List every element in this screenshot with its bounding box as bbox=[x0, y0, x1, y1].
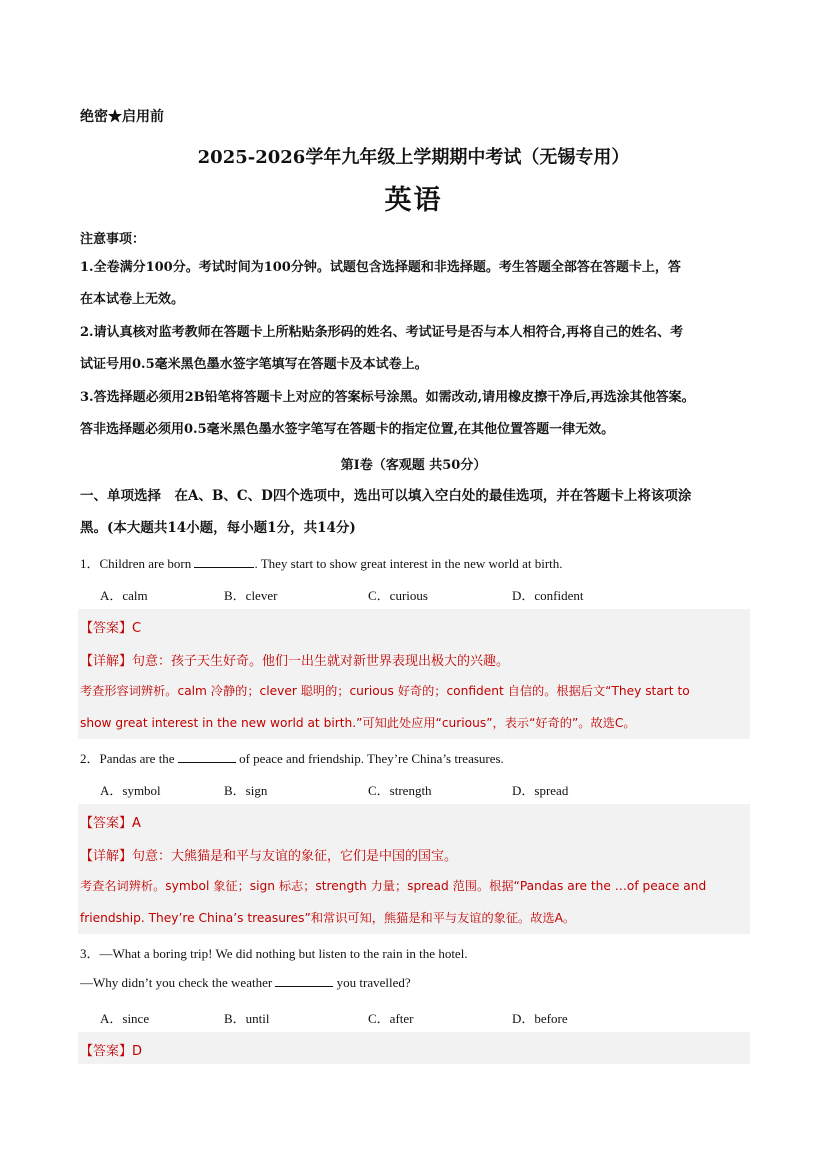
section-title: 第I卷（客观题 共50分） bbox=[340, 458, 487, 473]
answer-box-q2 bbox=[78, 804, 750, 934]
confidential-label: 绝密★启用前 bbox=[80, 109, 164, 125]
option-a: A．since bbox=[100, 1011, 150, 1026]
answer-blank bbox=[178, 761, 236, 763]
question-stem-end: . They start to show great interest in the new world at birth. bbox=[254, 556, 563, 571]
option-b: B．sign bbox=[224, 783, 268, 798]
question-1 bbox=[80, 553, 752, 572]
note-line: 1.全卷满分100分。考试时间为100分钟。试题包含选择题和非选择题。考生答题全部答在答题卡上，答 bbox=[80, 260, 681, 275]
note-item-3 bbox=[80, 382, 752, 446]
exam-title: 2025-2026学年九年级上学期期中考试（无锡专用） bbox=[197, 147, 630, 168]
note-item-1 bbox=[80, 252, 752, 316]
answer-box-q3 bbox=[78, 1032, 750, 1064]
note-line: 在本试卷上无效。 bbox=[80, 292, 185, 307]
answer-label: 【答案】D bbox=[80, 1044, 143, 1059]
question-stem-start: —Why didn’t you check the weather bbox=[80, 975, 276, 990]
answer-label: 【答案】C bbox=[80, 621, 142, 636]
question-stem-start: 1．Children are born bbox=[80, 556, 195, 571]
part-line: 黑。(本大题共14小题，每小题1分，共14分) bbox=[80, 520, 356, 536]
option-d: D．before bbox=[512, 1011, 568, 1026]
question-3-line-2 bbox=[80, 975, 752, 991]
question-stem-end: of peace and friendship. They’re China’s treasures. bbox=[235, 751, 504, 766]
notes-heading: 注意事项： bbox=[80, 232, 146, 247]
question-2 bbox=[80, 748, 752, 767]
detail-text: 【详解】句意：孩子天生好奇。他们一出生就对新世界表现出极大的兴趣。 bbox=[80, 654, 510, 669]
answer-blank bbox=[275, 985, 333, 987]
note-item-2 bbox=[80, 317, 752, 381]
question-stem-end: you travelled? bbox=[333, 975, 411, 990]
note-line: 答非选择题必须用0.5毫米黑色墨水签字笔写在答题卡的指定位置,在其他位置答题一律无效。 bbox=[80, 422, 615, 437]
note-line: 3.答选择题必须用2B铅笔将答题卡上对应的答案标号涂黑。如需改动,请用橡皮擦干净后,再选涂其他答案。 bbox=[80, 390, 695, 405]
option-d: D．spread bbox=[512, 783, 569, 798]
option-b: B．clever bbox=[224, 588, 278, 603]
question-3-line-1: 3．—What a boring trip! We did nothing but listen to the rain in the hotel. bbox=[80, 946, 468, 961]
explanation-line: show great interest in the new world at birth.”可知此处应用“curious”，表示“好奇的”。故选C。 bbox=[80, 716, 636, 730]
answer-blank bbox=[194, 566, 254, 568]
detail-text: 【详解】句意：大熊猫是和平与友谊的象征，它们是中国的国宝。 bbox=[80, 849, 458, 864]
option-a: A．calm bbox=[100, 588, 148, 603]
option-c: C．strength bbox=[368, 783, 432, 798]
option-c: C．after bbox=[368, 1011, 414, 1026]
explanation-line: 考查名词辨析。symbol 象征；sign 标志；strength 力量；spread 范围。根据“Pandas are the …of peace and bbox=[80, 879, 707, 893]
option-c: C．curious bbox=[368, 588, 428, 603]
explanation-line: friendship. They’re China’s treasures”和常识可知，熊猫是和平与友谊的象征。故选A。 bbox=[80, 911, 576, 925]
answer-label: 【答案】A bbox=[80, 816, 141, 831]
answer-box-q1 bbox=[78, 609, 750, 739]
note-line: 2.请认真核对监考教师在答题卡上所粘贴条形码的姓名、考试证号是否与本人相符合,再将自己的姓名、考 bbox=[80, 325, 684, 340]
question-stem-start: 2．Pandas are the bbox=[80, 751, 178, 766]
subject-title: 英语 bbox=[384, 185, 443, 216]
part-instructions bbox=[80, 480, 752, 544]
option-a: A．symbol bbox=[100, 783, 161, 798]
explanation-line: 考查形容词辨析。calm 冷静的；clever 聪明的；curious 好奇的；confident 自信的。根据后文“They start to bbox=[80, 684, 690, 698]
option-d: D．confident bbox=[512, 588, 584, 603]
note-line: 试证号用0.5毫米黑色墨水签字笔填写在答题卡及本试卷上。 bbox=[80, 357, 428, 372]
option-b: B．until bbox=[224, 1011, 270, 1026]
part-line: 一、单项选择 在A、B、C、D四个选项中，选出可以填入空白处的最佳选项，并在答题卡上将该项涂 bbox=[80, 488, 692, 504]
